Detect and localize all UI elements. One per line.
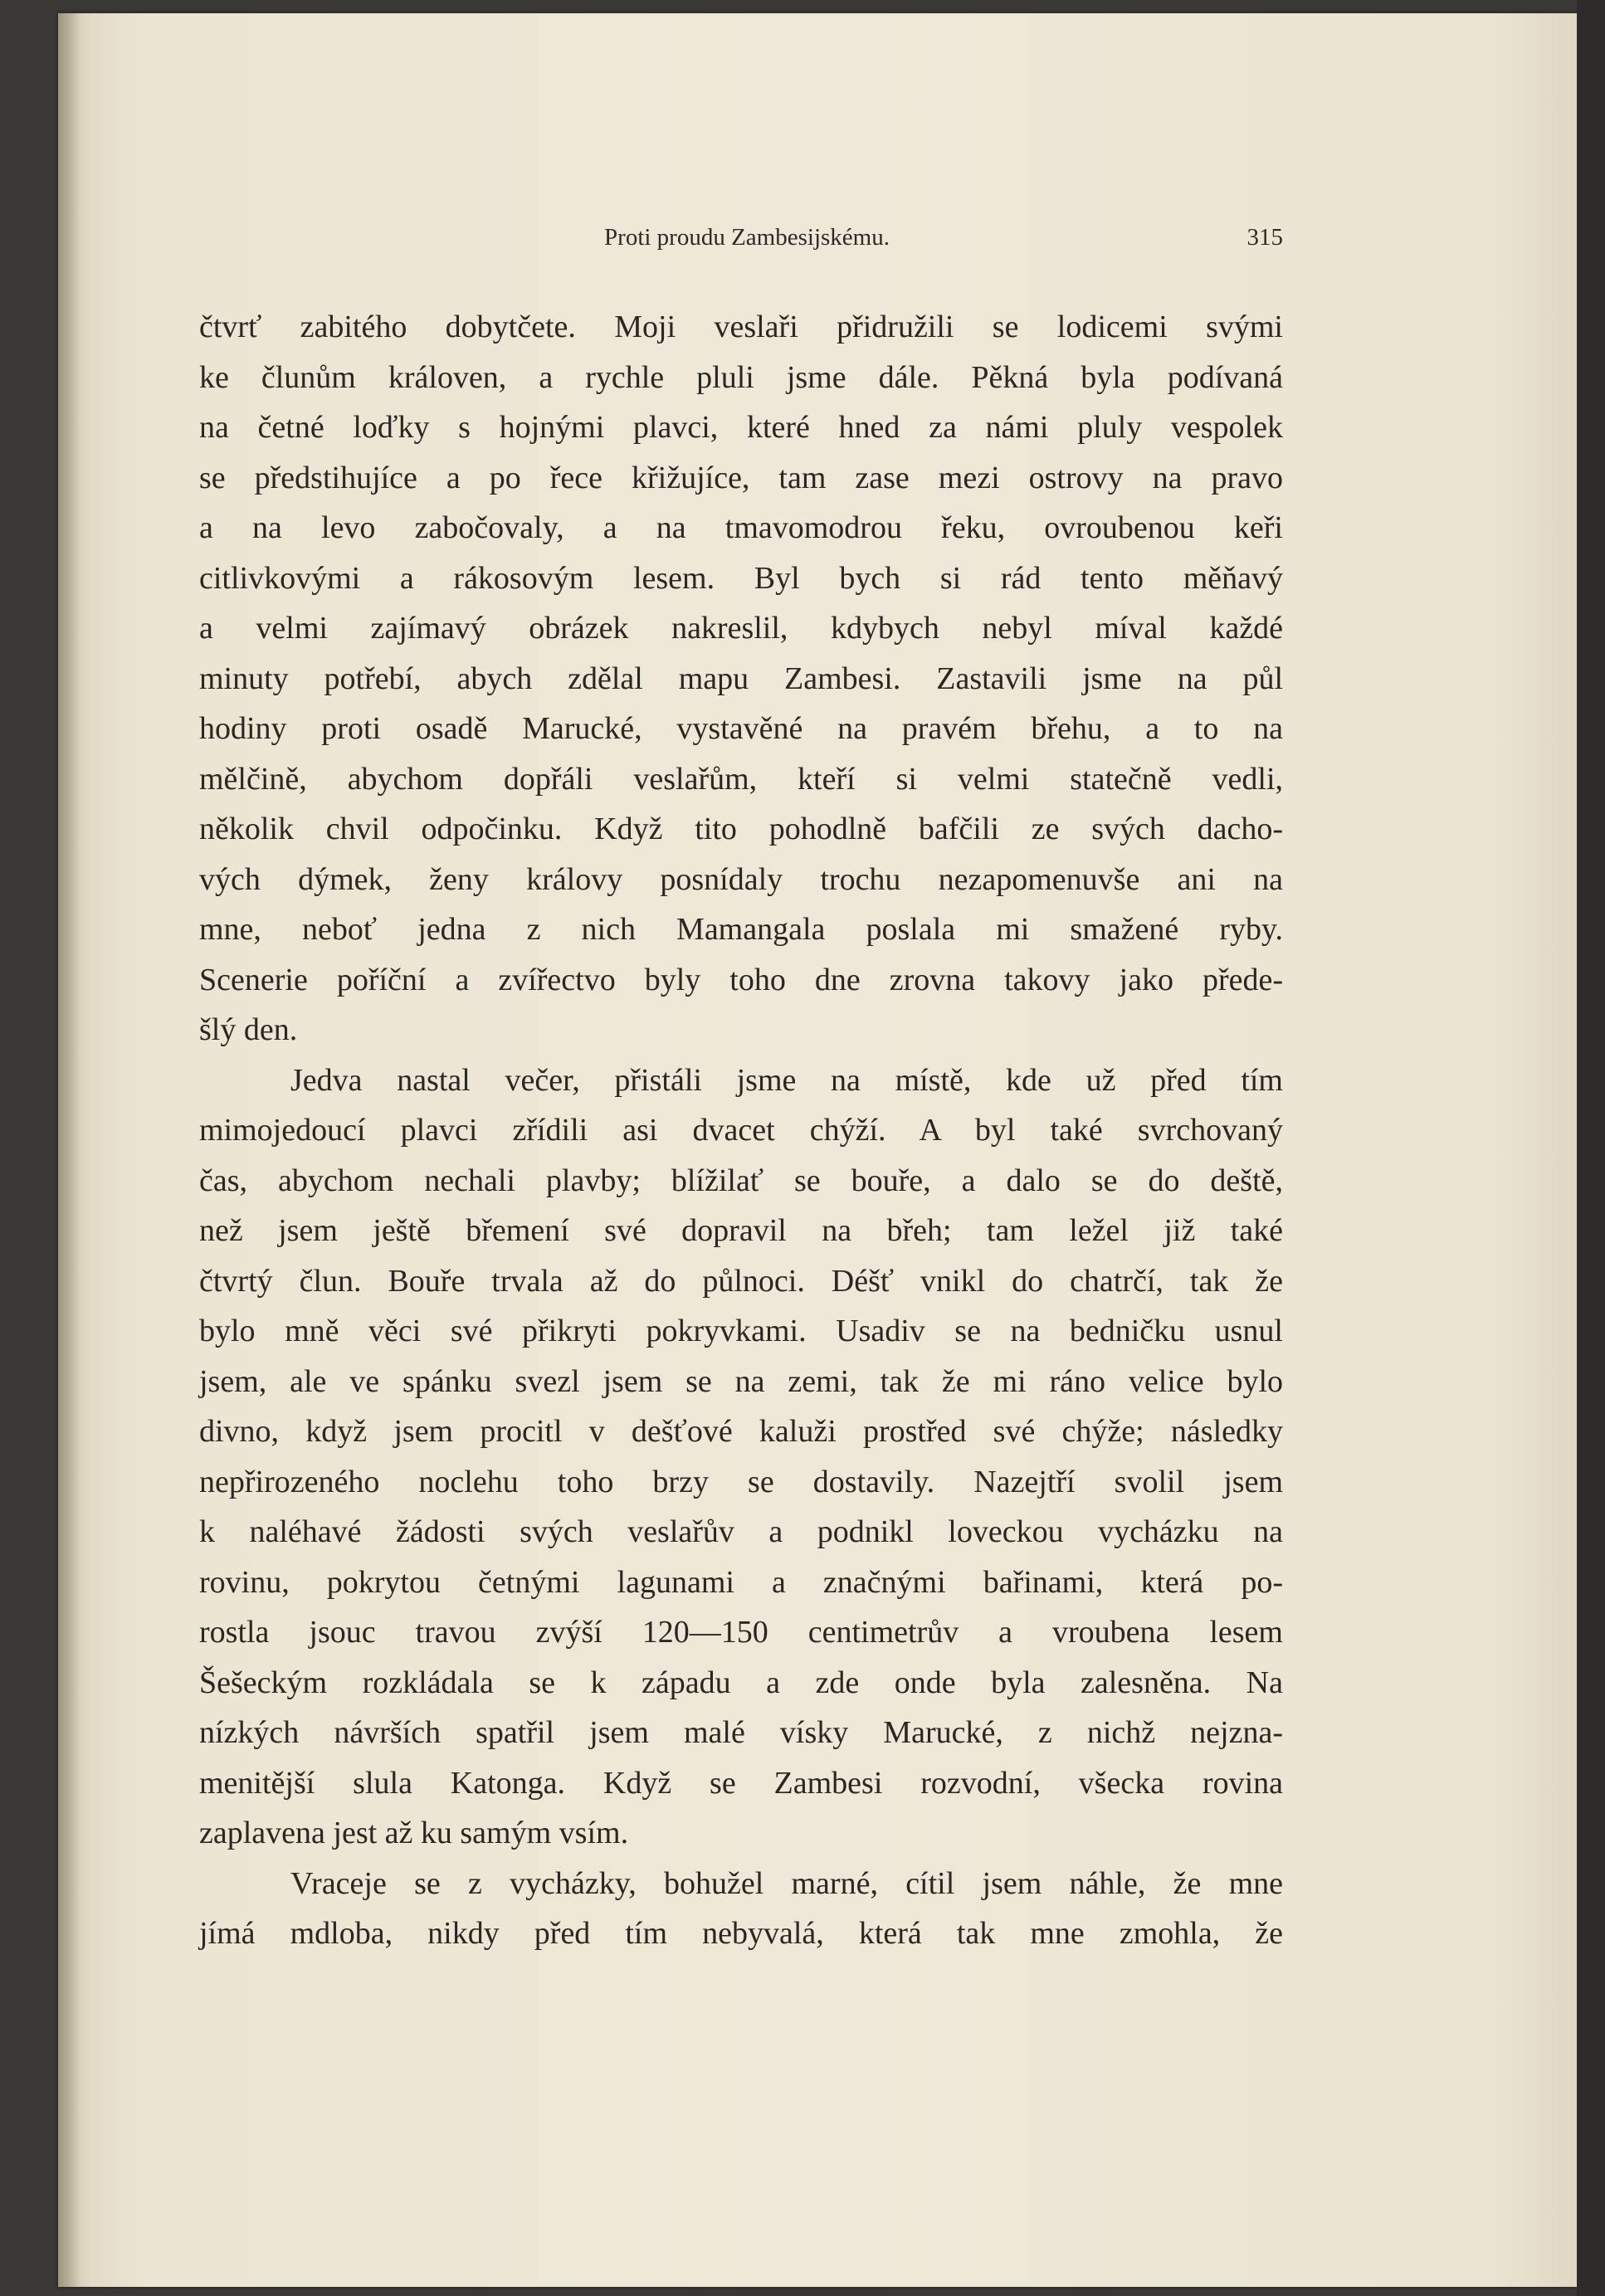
page-number: 315 (1246, 224, 1283, 251)
page-header (199, 224, 1295, 257)
text-line: šlý den. (199, 1012, 298, 1047)
text-line: rovinu, pokrytou četnými lagunami a značnými bařinami, která po- (199, 1564, 1283, 1600)
text-line: se předstihujíce a po řece křižujíce, tam zase mezi ostrovy na pravo (199, 460, 1283, 495)
text-line: mne, neboť jedna z nich Mamangala poslala mi smažené ryby. (199, 912, 1283, 947)
text-line: Jedva nastal večer, přistáli jsme na místě, kde už před tím (290, 1062, 1283, 1098)
text-line: jsem, ale ve spánku svezl jsem se na zemi, tak že mi ráno velice bylo (199, 1363, 1283, 1399)
text-line: nízkých návrších spatřil jsem malé vísky Marucké, z nichž nejzna- (199, 1715, 1283, 1750)
text-line: divno, když jsem procitl v dešťové kaluži prostřed své chýže; následky (199, 1414, 1283, 1449)
text-line: mělčině, abychom dopřáli veslařům, kteří si velmi statečně vedli, (199, 761, 1283, 797)
text-line: několik chvil odpočinku. Když tito pohodlně bafčili ze svých dacho- (199, 812, 1283, 846)
text-line: bylo mně věci své přikryti pokryvkami. Usadiv se na bedničku usnul (199, 1314, 1283, 1348)
text-line: Scenerie poříční a zvířectvo byly toho dne zrovna takovy jako přede- (199, 962, 1283, 997)
text-line: než jsem ještě břemení své dopravil na břeh; tam ležel již také (199, 1213, 1283, 1248)
text-line: menitější slula Katonga. Když se Zambesi rozvodní, všecka rovina (199, 1765, 1283, 1801)
text-line: ke člunům královen, a rychle pluli jsme dále. Pěkná byla podívaná (199, 359, 1283, 395)
text-line: vých dýmek, ženy královy posnídaly trochu nezapomenuvše ani na (199, 861, 1283, 897)
text-line: mimojedoucí plavci zřídili asi dvacet chýží. A byl také svrchovaný (199, 1113, 1283, 1148)
text-line: zaplavena jest až ku samým vsím. (199, 1816, 629, 1850)
text-line: nepřirozeného noclehu toho brzy se dostavily. Nazejtří svolil jsem (199, 1464, 1283, 1499)
text-line: a na levo zabočovaly, a na tmavomodrou řeku, ovroubenou keři (199, 510, 1283, 545)
text-line: citlivkovými a rákosovým lesem. Byl bych si rád tento měňavý (199, 560, 1283, 596)
text-line: hodiny proti osadě Marucké, vystavěné na pravém břehu, a to na (199, 711, 1283, 746)
text-line: minuty potřebí, abych zdělal mapu Zambesi. Zastavili jsme na půl (199, 661, 1283, 696)
text-line: čas, abychom nechali plavby; blížilať se bouře, a dalo se do deště, (199, 1163, 1283, 1198)
text-line: jímá mdloba, nikdy před tím nebyvalá, která tak mne zmohla, že (199, 1916, 1283, 1951)
page-edge (1577, 0, 1605, 2296)
text-line: Šešeckým rozkládala se k západu a zde onde byla zalesněna. Na (199, 1665, 1283, 1700)
body-text (199, 302, 1283, 1959)
running-title: Proti proudu Zambesijskému. (604, 224, 890, 251)
text-line: rostla jsouc travou zvýší 120—150 centimetrův a vroubena lesem (199, 1615, 1283, 1650)
text-line: čtvrtý člun. Bouře trvala až do půlnoci. Déšť vnikl do chatrčí, tak že (199, 1263, 1283, 1299)
text-line: na četné loďky s hojnými plavci, které hned za námi pluly vespolek (199, 410, 1283, 445)
book-spine-shadow (58, 13, 80, 2287)
text-line: čtvrť zabitého dobytčete. Moji veslaři přidružili se lodicemi svými (199, 310, 1283, 344)
text-line: Vraceje se z vycházky, bohužel marné, cítil jsem náhle, že mne (290, 1865, 1283, 1901)
text-line: k naléhavé žádosti svých veslařův a podnikl loveckou vycházku na (199, 1514, 1283, 1549)
text-line: a velmi zajímavý obrázek nakreslil, kdybych nebyl míval každé (199, 611, 1283, 646)
